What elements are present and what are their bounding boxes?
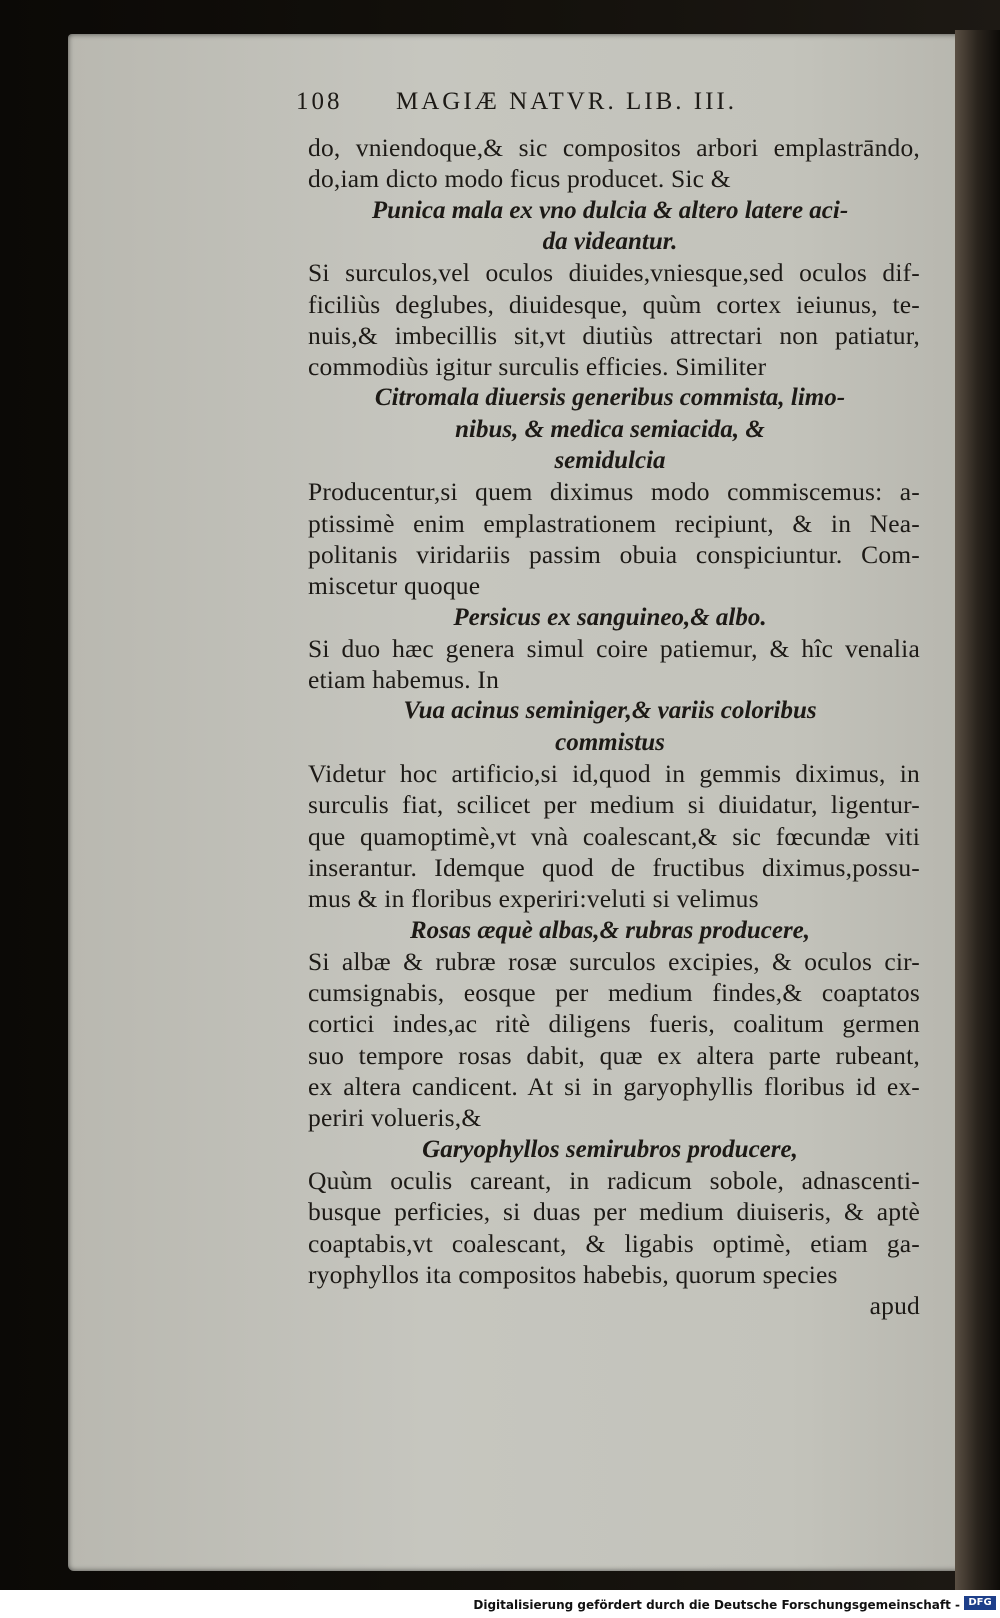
text-line: busque perficies, si duas per medium diuiseris, & aptè — [308, 1197, 920, 1227]
text-line: cortici indes,ac ritè diligens fueris, coalitum germen — [308, 1009, 920, 1039]
text-line: politanis viridariis passim obuia conspiciuntur. Com- — [308, 539, 920, 569]
text-line: etiam habemus. In — [308, 665, 500, 695]
text-line: Si surculos,vel oculos diuides,vniesque,sed oculos dif- — [308, 258, 920, 288]
text-line: ryophyllos ita compositos habebis, quorum species — [308, 1259, 838, 1289]
section-heading: nibus, & medica semiacida, & — [455, 415, 765, 443]
running-title: MAGIÆ NATVR. LIB. III. — [396, 88, 737, 115]
text-line: suo tempore rosas dabit, quæ ex altera parte rubeant, — [308, 1040, 920, 1070]
text-line: Si duo hæc genera simul coire patiemur, & hîc venalia — [308, 633, 920, 663]
text-line: que quamoptimè,vt vnà coalescant,& sic fœcundæ viti — [308, 821, 920, 851]
page-number: 108 — [296, 88, 343, 115]
text-line: miscetur quoque — [308, 571, 481, 601]
text-line: do,iam dicto modo ficus producet. Sic & — [308, 164, 731, 194]
footer-bar — [0, 1590, 1000, 1618]
text-line: ex altera candicent. At si in garyophyllis floribus id ex- — [308, 1072, 920, 1101]
section-heading: Citromala diuersis generibus commista, limo- — [374, 384, 846, 412]
section-heading: Vua acinus seminiger,& variis coloribus — [403, 697, 817, 725]
text-line: periri volueris,& — [308, 1103, 482, 1133]
text-line: do, vniendoque,& sic compositos arbori emplastrāndo, — [308, 133, 920, 162]
text-line: surculis fiat, scilicet per medium si diuidatur, ligentur- — [308, 790, 920, 820]
section-heading: da videantur. — [542, 227, 678, 255]
text-line: nuis,& imbecillis sit,vt diutiùs attrectari non patiatur, — [308, 320, 920, 350]
text-line: ptissimè enim emplastrationem recipiunt, & in Nea- — [308, 508, 920, 538]
section-heading: Persicus ex sanguineo,& albo. — [453, 603, 767, 631]
text-line: commodiùs igitur surculis efficies. Similiter — [308, 352, 767, 382]
text-line: Videtur hoc artificio,si id,quod in gemmis diximus, in — [308, 759, 920, 788]
catchword: apud — [869, 1291, 920, 1321]
text-line: ficiliùs deglubes, diuidesque, quùm cortex ieiunus, te- — [308, 289, 920, 319]
text-line: inserantur. Idemque quod de fructibus diximus,possu- — [308, 852, 920, 882]
section-heading: Rosas æquè albas,& rubras producere, — [409, 916, 811, 944]
text-line: Si albæ & rubræ rosæ surculos excipies, & oculos cir- — [308, 946, 920, 976]
dfg-logo: DFG — [964, 1596, 996, 1610]
running-head — [296, 88, 920, 122]
section-heading: semidulcia — [554, 447, 666, 474]
text-line: Quùm oculis careant, in radicum sobole, adnascenti- — [308, 1165, 920, 1195]
text-line: cumsignabis, eosque per medium findes,& coaptatos — [308, 978, 920, 1008]
section-heading: commistus — [555, 728, 665, 756]
text-line: coaptabis,vt coalescant, & ligabis optimè, etiam ga- — [308, 1228, 920, 1258]
text-line: mus & in floribus experiri:veluti si velimus — [308, 884, 759, 914]
section-heading: Punica mala ex vno dulcia & altero latere aci- — [371, 196, 849, 224]
funding-credit: Digitalisierung gefördert durch die Deutsche Forschungsgemeinschaft - — [473, 1598, 960, 1612]
section-heading: Garyophyllos semirubros producere, — [422, 1135, 798, 1163]
text-line: Producentur,si quem diximus modo commiscemus: a- — [308, 477, 920, 507]
